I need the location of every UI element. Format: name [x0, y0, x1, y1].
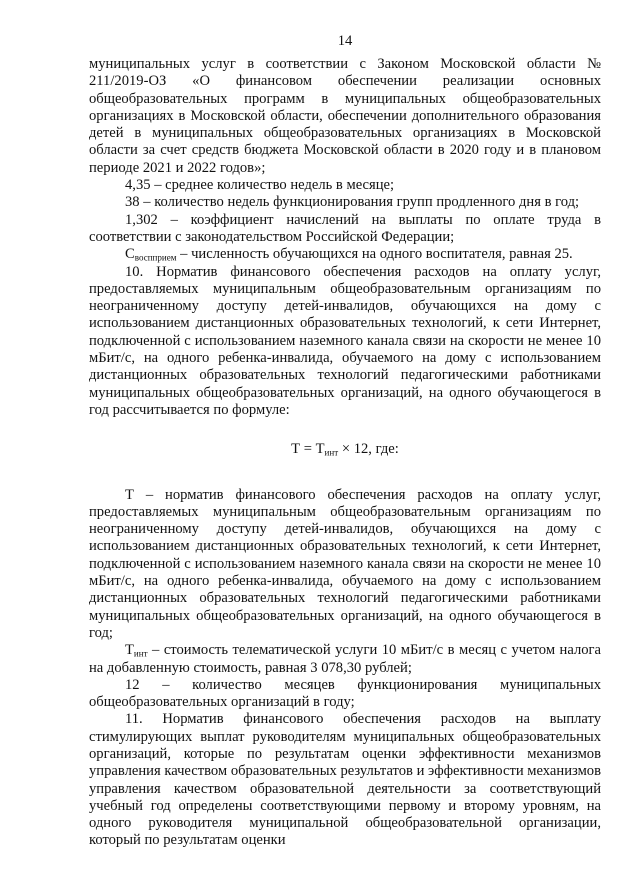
formula: [89, 441, 601, 458]
paragraph-tint-definition: [89, 642, 601, 677]
paragraph-text: – численность обучающихся на одного воспитателя, равная 25.: [176, 246, 573, 263]
paragraph-students-per-educator: [89, 246, 601, 263]
symbol-t-subscript: инт: [133, 648, 148, 659]
formula-subscript: инт: [324, 447, 339, 458]
symbol-c: С: [125, 246, 135, 263]
paragraph-text: – стоимость телематической услуги 10 мБит/с в месяц с учетом налога на добавленную стоимость, равная 3 078,30 рублей;: [89, 642, 601, 676]
paragraph-weeks-extended-day: 38 – количество недель функционирования групп продленного дня в год;: [125, 194, 580, 211]
formula-left: Т = Т: [291, 441, 325, 458]
paragraph-t-definition: Т – норматив финансового обеспечения расходов на оплату услуг, предоставляемых муниципальным общеобразовательным организациям по неограниченному доступу детей-инвалидов, обучающихся на дому с использованием дистанционных образовательных технологий, к сети Интернет, подключенной с использованием наземного канала связи на скорости не менее 10 мБит/с, на одного ребенка-инвалида, обучаемого на дому с использованием дистанционных образовательных технологий педагогическими работниками муниципальных общеобразовательных организаций, на одного обучающегося в год;: [89, 486, 601, 641]
paragraph-section-10: 10. Норматив финансового обеспечения расходов на оплату услуг, предоставляемых муниципальным общеобразовательным организациям по неограниченному доступу детей-инвалидов, обучающихся на дому с использованием дистанционных образовательных технологий, к сети Интернет, подключенной с использованием наземного канала связи на скорости не менее 10 мБит/с, на одного ребенка-инвалида, обучаемого на дому с использованием дистанционных образовательных технологий педагогическими работниками муниципальных общеобразовательных организаций, на одного обучающегося в год рассчитывается по формуле:: [89, 263, 601, 418]
symbol-c-subscript: воспприем: [134, 252, 177, 263]
paragraph-law-reference: муниципальных услуг в соответствии с Законом Московской области № 211/2019-ОЗ «О финансовом обеспечении реализации основных общеобразовательных программ в муниципальных общеобразовательных организациях в Московской области, обеспечении дополнительного образования детей в муниципальных общеобразовательных организациях в Московской области за счет средств бюджета Московской области в 2020 году и в плановом периоде 2021 и 2022 годов»;: [89, 56, 601, 176]
paragraph-section-11: 11. Норматив финансового обеспечения расходов на выплату стимулирующих выплат руководителям муниципальных общеобразовательных организаций, которые по результатам оценки эффективности механизмов управления качеством образовательных результатов и эффективности механизмов управления качеством образовательной деятельности за соответствующий учебный год определены соответствующими первому и второму уровням, на одного руководителя муниципальной общеобразовательной организации, который по результатам оценки: [89, 711, 601, 849]
paragraph-months: 12 – количество месяцев функционирования муниципальных общеобразовательных организаций в году;: [89, 676, 601, 711]
symbol-t: Т: [125, 642, 134, 659]
paragraph-payroll-coefficient: 1,302 – коэффициент начислений на выплаты по оплате труда в соответствии с законодательством Российской Федерации;: [89, 211, 601, 245]
paragraph-weeks-per-month: 4,35 – среднее количество недель в месяце;: [125, 177, 395, 194]
formula-right: × 12, где:: [338, 441, 399, 458]
page-number: 14: [337, 33, 353, 49]
